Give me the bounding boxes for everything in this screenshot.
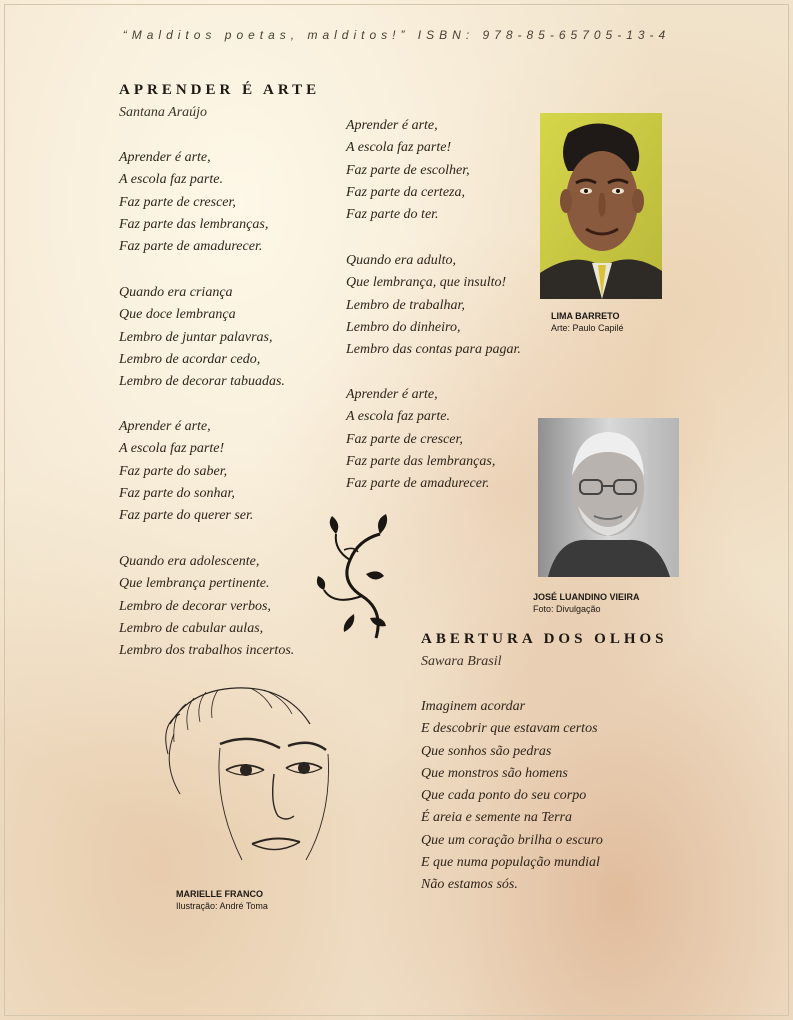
poem-line: Faz parte das lembranças, [119,216,269,232]
poem-title: ABERTURA DOS OLHOS [421,631,668,647]
poem-line: Quando era criança [119,285,233,300]
poem-line: É areia e semente na Terra [421,810,572,826]
poem-line: Lembro de decorar verbos, [119,598,271,614]
floral-ornament-icon [314,510,394,642]
caption-name: LIMA BARRETO [551,311,620,321]
poem1-stanza-2 [119,282,285,393]
poem-line: Aprender é arte, [119,150,211,165]
poem-line: Aprender é arte, [346,387,438,402]
poem-line: Faz parte da certeza, [346,184,465,200]
poem-line: Faz parte de crescer, [119,194,236,210]
poem1-stanza-1 [119,147,268,258]
poem-line: A escola faz parte. [119,172,223,188]
poem-line: Lembro das contas para pagar. [346,342,521,358]
poem-title: APRENDER É ARTE [119,82,321,98]
poem-line: Lembro de trabalhar, [346,297,465,313]
poem-line: Faz parte das lembranças, [346,453,496,469]
poem-line: Faz parte de escolher, [346,162,470,178]
poem1-stanza-3 [119,416,253,527]
poem-line: Imaginem acordar [421,699,526,714]
poem-line: Quando era adulto, [346,253,457,268]
poem-line: E descobrir que estavam certos [421,721,598,737]
poem1-stanza-4 [119,551,294,662]
poem-line: Faz parte de crescer, [346,431,463,447]
poem1-stanza-5 [346,115,470,226]
poem-line: Lembro de juntar palavras, [119,329,273,345]
poem-line: Lembro de cabular aulas, [119,620,264,636]
poem-line: A escola faz parte. [346,409,450,425]
poem-line: E que numa população mundial [421,855,600,871]
poem-line: A escola faz parte! [119,441,225,457]
poem1-stanza-7 [346,384,495,495]
poem-line: Não estamos sós. [421,877,518,893]
poem-line: Que cada ponto do seu corpo [421,788,587,804]
poem-line: Lembro dos trabalhos incertos. [119,643,295,659]
poem-line: Quando era adolescente, [119,554,260,569]
poem-author: Santana Araújo [119,105,208,120]
poem-line: A escola faz parte! [346,140,452,156]
caption-credit: Foto: Divulgação [533,604,601,614]
poem-line: Aprender é arte, [346,118,438,133]
poem-line: Faz parte de amadurecer. [346,476,490,492]
poem-line: Faz parte do ter. [346,207,439,223]
caption-jose-luandino-vieira [533,591,640,615]
caption-name: JOSÉ LUANDINO VIEIRA [533,592,640,602]
poem-line: Que sonhos são pedras [421,743,552,759]
poem-line: Faz parte do querer ser. [119,508,254,524]
poem-line: Aprender é arte, [119,419,211,434]
poem-line: Que um coração brilha o escuro [421,832,603,848]
caption-credit: Ilustração: André Toma [176,901,268,911]
poem-line: Faz parte de amadurecer. [119,239,263,255]
poem-line: Que lembrança, que insulto! [346,275,507,291]
poem-line: Lembro de acordar cedo, [119,351,261,367]
poem-line: Que monstros são homens [421,765,568,781]
poem-author: Sawara Brasil [421,654,502,669]
caption-name: MARIELLE FRANCO [176,889,263,899]
jose-luandino-vieira-photo [538,418,679,577]
poem-line: Que lembrança pertinente. [119,576,270,592]
poem2-stanza [421,696,603,897]
poem-line: Faz parte do sonhar, [119,485,235,501]
poem-line: Que doce lembrança [119,307,236,323]
caption-credit: Arte: Paulo Capilé [551,323,624,333]
poem-line: Lembro do dinheiro, [346,319,461,335]
marielle-franco-illustration [160,684,338,874]
caption-marielle-franco [176,888,268,912]
page-header: “Malditos poetas, malditos!” ISBN: 978-85-65705-13-4 [122,28,671,42]
lima-barreto-caricature [540,113,662,299]
poem1-stanza-6 [346,250,521,361]
caption-lima-barreto [551,310,624,334]
poem-line: Faz parte do saber, [119,463,228,479]
poem-line: Lembro de decorar tabuadas. [119,374,285,390]
